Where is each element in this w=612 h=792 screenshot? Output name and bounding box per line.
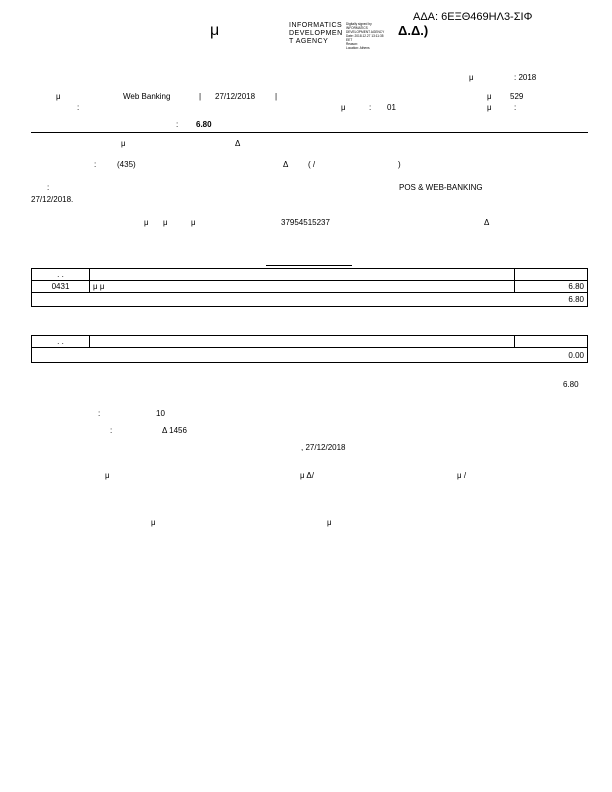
table-total-row	[32, 348, 588, 363]
line1-mu: μ	[56, 92, 61, 101]
header-amount	[515, 269, 588, 281]
row-desc: μ μ	[90, 281, 515, 293]
colon-c: :	[514, 103, 517, 112]
colon-f: :	[98, 409, 101, 418]
header-desc	[90, 269, 515, 281]
number-mu: μ	[487, 92, 492, 101]
colon-e: :	[47, 183, 50, 192]
short-rule	[266, 265, 352, 266]
table-header-row	[32, 336, 588, 348]
mu-c: μ	[487, 103, 492, 112]
stamp-line: INFORMATICS	[346, 26, 368, 30]
divider	[31, 132, 588, 133]
stamp-line: Date: 2018.12.27 13:11:35	[346, 34, 384, 38]
dd-fragment: Δ.Δ.)	[398, 23, 429, 38]
date-text: 27/12/2018	[215, 92, 256, 101]
place-date: , 27/12/2018	[301, 443, 346, 452]
header-desc	[90, 336, 515, 348]
table-header-row	[32, 269, 588, 281]
header-code: . .	[32, 269, 90, 281]
date-text-2: 27/12/2018.	[31, 195, 74, 204]
colon-g: :	[110, 426, 113, 435]
mu-f: μ	[191, 218, 196, 227]
delta-1456: Δ 1456	[162, 426, 187, 435]
colon-b: :	[369, 103, 372, 112]
stamp-line: EET	[346, 38, 353, 42]
row-code: 0431	[32, 281, 90, 293]
number-value: 529	[510, 92, 524, 101]
header-code: . .	[32, 336, 90, 348]
year-label: : 2018	[514, 73, 537, 82]
org-line: DEVELOPMEN	[289, 30, 343, 37]
ada-code: ΑΔΑ: 6ΕΞΘ469ΗΛ3-ΣΙΦ	[413, 11, 533, 23]
amount-colon: :	[176, 120, 179, 129]
paren-slash: ( /	[308, 160, 316, 169]
year-mu: μ	[469, 73, 474, 82]
row-amount: 6.80	[515, 281, 588, 293]
separator: |	[199, 92, 202, 101]
stamp-line: Reason:	[346, 42, 358, 46]
pos-webbanking: POS & WEB-BANKING	[399, 183, 483, 192]
web-banking-text: Web Banking	[123, 92, 171, 101]
items-table	[31, 268, 588, 307]
sign-mu-2: μ	[327, 518, 332, 527]
line3-delta: Δ	[235, 139, 241, 148]
signatory-mu-2: μ Δ/	[300, 471, 314, 480]
line3-mu: μ	[121, 139, 126, 148]
stamp-line: DEVELOPMENT AGENCY	[346, 30, 385, 34]
stamp-line: Location: Athens	[346, 46, 370, 50]
signatory-mu-3: μ /	[457, 471, 467, 480]
table-total-row	[32, 293, 588, 307]
amount-value: 6.80	[196, 120, 212, 129]
value-10: 10	[156, 409, 165, 418]
signatory-mu-1: μ	[105, 471, 110, 480]
mu-e: μ	[163, 218, 168, 227]
colon-d: :	[94, 160, 97, 169]
colon-a: :	[77, 103, 80, 112]
table-total: 6.80	[32, 293, 588, 307]
mu-d: μ	[144, 218, 149, 227]
code-01: 01	[387, 103, 396, 112]
org-line: INFORMATICS	[289, 22, 343, 29]
table-row	[32, 281, 588, 293]
reference-number: 37954515237	[281, 218, 330, 227]
deductions-table	[31, 335, 588, 363]
line4-delta: Δ	[283, 160, 289, 169]
sign-mu-1: μ	[151, 518, 156, 527]
paren-close: )	[398, 160, 401, 169]
table-total: 0.00	[32, 348, 588, 363]
mu-b: μ	[341, 103, 346, 112]
header-amount	[515, 336, 588, 348]
code-435: (435)	[117, 160, 136, 169]
header-mu: μ	[210, 22, 220, 39]
signature-stamp	[346, 22, 384, 50]
stamp-line: Digitally signed by	[346, 22, 372, 26]
org-name	[289, 22, 343, 46]
org-line: T AGENCY	[289, 38, 329, 45]
separator: |	[275, 92, 278, 101]
line6-delta: Δ	[484, 218, 490, 227]
grand-total: 6.80	[563, 380, 579, 389]
